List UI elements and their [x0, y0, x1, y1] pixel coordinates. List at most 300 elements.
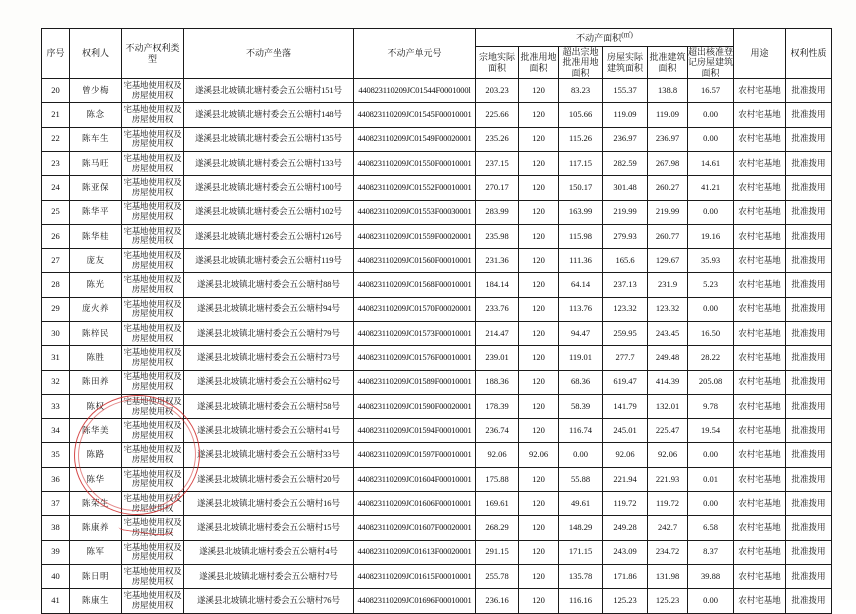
cell-nature: 批准拨用: [786, 467, 832, 491]
cell-right-type: 宅基地使用权及房屋使用权: [122, 394, 184, 418]
cell-unit-no: 440823110209JC01597F00010001: [354, 443, 476, 467]
cell-area-excess-building: 0.00: [688, 492, 734, 516]
header-area-group-label: 不动产面积: [576, 33, 622, 44]
cell-area-approved-land: 120: [519, 564, 559, 588]
table-row: [42, 492, 832, 516]
cell-unit-no: 440823110209JC01607F00020001: [354, 516, 476, 540]
cell-location: 遂溪县北坡镇北塘村委会五公塘村16号: [184, 492, 354, 516]
cell-area-approved-land: 120: [519, 370, 559, 394]
cell-location: 遂溪县北坡镇北塘村委会五公塘村7号: [184, 564, 354, 588]
cell-owner: 陈日明: [70, 564, 122, 588]
cell-area-excess-building: 39.88: [688, 564, 734, 588]
cell-area-excess-land: 116.74: [559, 419, 603, 443]
cell-area-excess-land: 58.39: [559, 394, 603, 418]
cell-area-approved-building: 260.27: [648, 176, 688, 200]
table-row: [42, 249, 832, 273]
cell-area-actual-land: 214.47: [476, 322, 519, 346]
cell-use: 农村宅基地: [734, 492, 786, 516]
cell-area-approved-building: 414.39: [648, 370, 688, 394]
cell-unit-no: 440823110209JC01590F00020001: [354, 394, 476, 418]
cell-right-type: 宅基地使用权及房屋使用权: [122, 443, 184, 467]
cell-owner: 陈军: [70, 540, 122, 564]
cell-nature: 批准拨用: [786, 394, 832, 418]
cell-use: 农村宅基地: [734, 467, 786, 491]
cell-area-excess-building: 205.08: [688, 370, 734, 394]
cell-owner: 陈亚保: [70, 176, 122, 200]
cell-area-actual-land: 188.36: [476, 370, 519, 394]
cell-area-approved-building: 138.8: [648, 79, 688, 103]
cell-right-type: 宅基地使用权及房屋使用权: [122, 322, 184, 346]
cell-area-actual-land: 184.14: [476, 273, 519, 297]
cell-area-actual-land: 236.74: [476, 419, 519, 443]
cell-area-actual-building: 119.72: [603, 492, 648, 516]
cell-owner: 陈权: [70, 394, 122, 418]
cell-unit-no: 440823110209JC01549F00020001: [354, 127, 476, 151]
cell-area-approved-building: 242.7: [648, 516, 688, 540]
cell-location: 遂溪县北坡镇北塘村委会五公塘村151号: [184, 79, 354, 103]
cell-unit-no: 440823110209JC01696F00010001: [354, 589, 476, 613]
cell-unit-no: 440823110209JC01576F00010001: [354, 346, 476, 370]
cell-area-actual-building: 155.37: [603, 79, 648, 103]
cell-seq: 26: [42, 224, 70, 248]
cell-area-actual-land: 255.78: [476, 564, 519, 588]
cell-nature: 批准拨用: [786, 540, 832, 564]
cell-area-approved-land: 92.06: [519, 443, 559, 467]
cell-owner: 陈康养: [70, 516, 122, 540]
header-area-actual-building: 房屋实际建筑面积: [603, 47, 648, 79]
cell-seq: 23: [42, 151, 70, 175]
cell-right-type: 宅基地使用权及房屋使用权: [122, 103, 184, 127]
cell-area-approved-land: 120: [519, 176, 559, 200]
cell-area-excess-building: 0.00: [688, 297, 734, 321]
cell-area-approved-land: 120: [519, 127, 559, 151]
cell-location: 遂溪县北坡镇北塘村委会五公塘村73号: [184, 346, 354, 370]
header-area-excess-building: 超出核准登记房屋建筑面积: [688, 47, 734, 78]
cell-nature: 批准拨用: [786, 564, 832, 588]
cell-seq: 36: [42, 467, 70, 491]
cell-area-approved-building: 234.72: [648, 540, 688, 564]
cell-unit-no: 440823110209JC01594F00010001: [354, 419, 476, 443]
cell-location: 遂溪县北坡镇北塘村委会五公塘村126号: [184, 224, 354, 248]
cell-area-excess-building: 19.16: [688, 224, 734, 248]
cell-seq: 40: [42, 564, 70, 588]
cell-unit-no: 440823110209JC01559F00020001: [354, 224, 476, 248]
cell-owner: 陈车生: [70, 127, 122, 151]
cell-area-actual-land: 175.88: [476, 467, 519, 491]
cell-area-approved-building: 243.45: [648, 322, 688, 346]
cell-area-excess-building: 0.00: [688, 127, 734, 151]
cell-area-approved-land: 120: [519, 200, 559, 224]
cell-seq: 34: [42, 419, 70, 443]
cell-owner: 陈华美: [70, 419, 122, 443]
cell-area-actual-building: 236.97: [603, 127, 648, 151]
cell-seq: 41: [42, 589, 70, 613]
cell-use: 农村宅基地: [734, 103, 786, 127]
cell-use: 农村宅基地: [734, 273, 786, 297]
cell-location: 遂溪县北坡镇北塘村委会五公塘村20号: [184, 467, 354, 491]
cell-area-actual-land: 236.16: [476, 589, 519, 613]
cell-area-excess-building: 14.61: [688, 151, 734, 175]
cell-use: 农村宅基地: [734, 589, 786, 613]
cell-area-approved-building: 219.99: [648, 200, 688, 224]
cell-area-excess-building: 41.21: [688, 176, 734, 200]
cell-area-excess-building: 28.22: [688, 346, 734, 370]
cell-area-actual-building: 219.99: [603, 200, 648, 224]
cell-nature: 批准拨用: [786, 103, 832, 127]
cell-area-approved-land: 120: [519, 492, 559, 516]
header-right-type: 不动产权利类型: [122, 29, 184, 79]
cell-area-actual-building: 221.94: [603, 467, 648, 491]
cell-area-excess-building: 0.00: [688, 589, 734, 613]
cell-area-excess-land: 68.36: [559, 370, 603, 394]
cell-location: 遂溪县北坡镇北塘村委会五公塘村79号: [184, 322, 354, 346]
cell-use: 农村宅基地: [734, 346, 786, 370]
cell-area-excess-land: 105.66: [559, 103, 603, 127]
registration-table-container: [41, 28, 831, 614]
cell-area-excess-land: 163.99: [559, 200, 603, 224]
cell-right-type: 宅基地使用权及房屋使用权: [122, 370, 184, 394]
cell-unit-no: 440823110209JC01604F00010001: [354, 467, 476, 491]
cell-area-actual-land: 237.15: [476, 151, 519, 175]
cell-right-type: 宅基地使用权及房屋使用权: [122, 492, 184, 516]
cell-area-excess-land: 150.17: [559, 176, 603, 200]
header-nature: 权利性质: [786, 29, 832, 79]
cell-right-type: 宅基地使用权及房屋使用权: [122, 516, 184, 540]
cell-unit-no: 440823110209JC01550F00010001: [354, 151, 476, 175]
cell-use: 农村宅基地: [734, 249, 786, 273]
cell-owner: 陈华桂: [70, 224, 122, 248]
cell-area-actual-building: 259.95: [603, 322, 648, 346]
table-body: [42, 79, 832, 614]
cell-area-approved-land: 120: [519, 346, 559, 370]
cell-location: 遂溪县北坡镇北塘村委会五公塘村76号: [184, 589, 354, 613]
cell-seq: 30: [42, 322, 70, 346]
header-area-group-unit: (㎡): [621, 31, 633, 40]
cell-area-approved-land: 120: [519, 516, 559, 540]
cell-area-actual-land: 291.15: [476, 540, 519, 564]
cell-use: 农村宅基地: [734, 176, 786, 200]
cell-area-actual-building: 619.47: [603, 370, 648, 394]
cell-area-actual-land: 178.39: [476, 394, 519, 418]
cell-area-excess-building: 19.54: [688, 419, 734, 443]
cell-area-approved-building: 231.9: [648, 273, 688, 297]
table-row: [42, 589, 832, 613]
cell-location: 遂溪县北坡镇北塘村委会五公塘村135号: [184, 127, 354, 151]
cell-seq: 33: [42, 394, 70, 418]
header-unit-no: 不动产单元号: [354, 29, 476, 79]
table-header: [42, 29, 832, 79]
header-area-group: [476, 29, 734, 47]
cell-owner: 陈荣生: [70, 492, 122, 516]
cell-location: 遂溪县北坡镇北塘村委会五公塘村119号: [184, 249, 354, 273]
cell-location: 遂溪县北坡镇北塘村委会五公塘村62号: [184, 370, 354, 394]
cell-area-excess-building: 9.78: [688, 394, 734, 418]
table-row: [42, 273, 832, 297]
cell-area-approved-building: 129.67: [648, 249, 688, 273]
cell-seq: 37: [42, 492, 70, 516]
cell-seq: 39: [42, 540, 70, 564]
cell-unit-no: 440823110209JC01560F00010001: [354, 249, 476, 273]
cell-area-approved-land: 120: [519, 249, 559, 273]
cell-nature: 批准拨用: [786, 322, 832, 346]
cell-area-actual-building: 282.59: [603, 151, 648, 175]
cell-nature: 批准拨用: [786, 419, 832, 443]
cell-nature: 批准拨用: [786, 224, 832, 248]
cell-location: 遂溪县北坡镇北塘村委会五公塘村4号: [184, 540, 354, 564]
table-row: [42, 443, 832, 467]
cell-owner: 陈路: [70, 443, 122, 467]
cell-area-excess-building: 0.00: [688, 103, 734, 127]
cell-use: 农村宅基地: [734, 200, 786, 224]
cell-area-excess-land: 117.15: [559, 151, 603, 175]
cell-nature: 批准拨用: [786, 176, 832, 200]
cell-area-excess-land: 115.26: [559, 127, 603, 151]
header-area-approved-land: 批准用地面积: [519, 47, 559, 79]
cell-location: 遂溪县北坡镇北塘村委会五公塘村58号: [184, 394, 354, 418]
cell-area-approved-building: 267.98: [648, 151, 688, 175]
cell-area-actual-building: 171.86: [603, 564, 648, 588]
cell-area-excess-land: 119.01: [559, 346, 603, 370]
cell-right-type: 宅基地使用权及房屋使用权: [122, 346, 184, 370]
cell-area-approved-building: 260.77: [648, 224, 688, 248]
cell-use: 农村宅基地: [734, 443, 786, 467]
table-row: [42, 516, 832, 540]
cell-nature: 批准拨用: [786, 249, 832, 273]
cell-area-actual-land: 235.26: [476, 127, 519, 151]
cell-area-excess-building: 0.00: [688, 443, 734, 467]
cell-area-actual-land: 233.76: [476, 297, 519, 321]
cell-area-excess-land: 64.14: [559, 273, 603, 297]
cell-area-excess-building: 8.37: [688, 540, 734, 564]
table-row: [42, 419, 832, 443]
cell-area-approved-building: 92.06: [648, 443, 688, 467]
cell-area-excess-land: 148.29: [559, 516, 603, 540]
cell-area-excess-land: 135.78: [559, 564, 603, 588]
cell-area-excess-building: 5.23: [688, 273, 734, 297]
cell-area-excess-land: 171.15: [559, 540, 603, 564]
cell-use: 农村宅基地: [734, 516, 786, 540]
header-owner: 权利人: [70, 29, 122, 79]
cell-area-actual-land: 225.66: [476, 103, 519, 127]
cell-seq: 21: [42, 103, 70, 127]
cell-area-actual-building: 141.79: [603, 394, 648, 418]
cell-area-actual-building: 279.93: [603, 224, 648, 248]
cell-right-type: 宅基地使用权及房屋使用权: [122, 564, 184, 588]
cell-right-type: 宅基地使用权及房屋使用权: [122, 467, 184, 491]
table-row: [42, 127, 832, 151]
cell-area-excess-land: 111.36: [559, 249, 603, 273]
cell-seq: 20: [42, 79, 70, 103]
cell-right-type: 宅基地使用权及房屋使用权: [122, 127, 184, 151]
cell-seq: 35: [42, 443, 70, 467]
cell-area-approved-land: 120: [519, 394, 559, 418]
cell-area-excess-building: 16.57: [688, 79, 734, 103]
cell-unit-no: 440823110209JC01606F00010001: [354, 492, 476, 516]
table-row: [42, 394, 832, 418]
cell-location: 遂溪县北坡镇北塘村委会五公塘村148号: [184, 103, 354, 127]
cell-seq: 24: [42, 176, 70, 200]
cell-owner: 庞友: [70, 249, 122, 273]
cell-area-actual-building: 237.13: [603, 273, 648, 297]
cell-unit-no: 440823110209JC01545F00010001: [354, 103, 476, 127]
header-area-approved-building: 批准建筑面积: [648, 47, 688, 79]
cell-area-approved-land: 120: [519, 103, 559, 127]
table-row: [42, 564, 832, 588]
cell-unit-no: 440823110209JC01613F00020001: [354, 540, 476, 564]
table-row: [42, 297, 832, 321]
cell-area-excess-building: 35.93: [688, 249, 734, 273]
cell-area-approved-land: 120: [519, 151, 559, 175]
cell-nature: 批准拨用: [786, 492, 832, 516]
cell-unit-no: 440823110209JC01553F00030001: [354, 200, 476, 224]
cell-area-approved-land: 120: [519, 224, 559, 248]
cell-area-approved-land: 120: [519, 467, 559, 491]
cell-right-type: 宅基地使用权及房屋使用权: [122, 200, 184, 224]
cell-right-type: 宅基地使用权及房屋使用权: [122, 176, 184, 200]
cell-unit-no: 440823110209JC01589F00010001: [354, 370, 476, 394]
cell-area-excess-land: 113.76: [559, 297, 603, 321]
cell-nature: 批准拨用: [786, 370, 832, 394]
header-area-actual-land: 宗地实际面积: [476, 47, 519, 79]
cell-area-actual-land: 270.17: [476, 176, 519, 200]
cell-area-excess-land: 55.88: [559, 467, 603, 491]
cell-area-approved-building: 221.93: [648, 467, 688, 491]
cell-right-type: 宅基地使用权及房屋使用权: [122, 151, 184, 175]
header-use: 用途: [734, 29, 786, 79]
cell-area-excess-land: 115.98: [559, 224, 603, 248]
cell-use: 农村宅基地: [734, 419, 786, 443]
cell-area-actual-building: 277.7: [603, 346, 648, 370]
cell-area-actual-land: 239.01: [476, 346, 519, 370]
cell-area-actual-land: 169.61: [476, 492, 519, 516]
cell-seq: 29: [42, 297, 70, 321]
cell-area-excess-building: 6.58: [688, 516, 734, 540]
cell-location: 遂溪县北坡镇北塘村委会五公塘村94号: [184, 297, 354, 321]
cell-owner: 陈康生: [70, 589, 122, 613]
cell-area-excess-land: 0.00: [559, 443, 603, 467]
cell-nature: 批准拨用: [786, 589, 832, 613]
cell-nature: 批准拨用: [786, 443, 832, 467]
cell-owner: 陈念: [70, 103, 122, 127]
table-row: [42, 151, 832, 175]
cell-right-type: 宅基地使用权及房屋使用权: [122, 224, 184, 248]
table-row: [42, 370, 832, 394]
cell-nature: 批准拨用: [786, 127, 832, 151]
cell-area-approved-building: 123.32: [648, 297, 688, 321]
cell-area-excess-building: 16.50: [688, 322, 734, 346]
cell-nature: 批准拨用: [786, 200, 832, 224]
cell-nature: 批准拨用: [786, 297, 832, 321]
cell-use: 农村宅基地: [734, 540, 786, 564]
header-area-excess-land: 超出宗地批准用地面积: [559, 47, 603, 79]
cell-area-actual-building: 243.09: [603, 540, 648, 564]
cell-nature: 批准拨用: [786, 346, 832, 370]
cell-area-approved-land: 120: [519, 419, 559, 443]
cell-location: 遂溪县北坡镇北塘村委会五公塘村88号: [184, 273, 354, 297]
cell-owner: 陈华: [70, 467, 122, 491]
cell-use: 农村宅基地: [734, 127, 786, 151]
cell-unit-no: 440823110209JC01570F00020001: [354, 297, 476, 321]
cell-area-approved-land: 120: [519, 297, 559, 321]
cell-seq: 31: [42, 346, 70, 370]
cell-area-actual-building: 92.06: [603, 443, 648, 467]
cell-area-excess-land: 49.61: [559, 492, 603, 516]
cell-area-approved-building: 236.97: [648, 127, 688, 151]
cell-use: 农村宅基地: [734, 79, 786, 103]
cell-area-actual-building: 165.6: [603, 249, 648, 273]
cell-use: 农村宅基地: [734, 564, 786, 588]
cell-location: 遂溪县北坡镇北塘村委会五公塘村33号: [184, 443, 354, 467]
cell-unit-no: 440823110209JC01552F00010001: [354, 176, 476, 200]
cell-seq: 38: [42, 516, 70, 540]
cell-use: 农村宅基地: [734, 322, 786, 346]
cell-area-approved-building: 119.09: [648, 103, 688, 127]
cell-area-approved-land: 120: [519, 322, 559, 346]
cell-area-approved-building: 132.01: [648, 394, 688, 418]
cell-area-actual-land: 235.98: [476, 224, 519, 248]
cell-location: 遂溪县北坡镇北塘村委会五公塘村102号: [184, 200, 354, 224]
cell-area-excess-land: 94.47: [559, 322, 603, 346]
cell-area-actual-building: 125.23: [603, 589, 648, 613]
cell-unit-no: 440823110209JC01568F00010001: [354, 273, 476, 297]
cell-owner: 陈田养: [70, 370, 122, 394]
cell-area-approved-building: 119.72: [648, 492, 688, 516]
cell-unit-no: 440823110209JC01615F00010001: [354, 564, 476, 588]
header-location: 不动产坐落: [184, 29, 354, 79]
cell-right-type: 宅基地使用权及房屋使用权: [122, 589, 184, 613]
cell-owner: 陈光: [70, 273, 122, 297]
cell-use: 农村宅基地: [734, 394, 786, 418]
cell-location: 遂溪县北坡镇北塘村委会五公塘村15号: [184, 516, 354, 540]
cell-area-excess-building: 0.01: [688, 467, 734, 491]
registration-table: [41, 28, 832, 614]
cell-right-type: 宅基地使用权及房屋使用权: [122, 79, 184, 103]
table-row: [42, 540, 832, 564]
cell-area-approved-building: 225.47: [648, 419, 688, 443]
cell-area-actual-land: 231.36: [476, 249, 519, 273]
table-row: [42, 200, 832, 224]
table-row: [42, 224, 832, 248]
header-seq: 序号: [42, 29, 70, 79]
cell-nature: 批准拨用: [786, 79, 832, 103]
cell-nature: 批准拨用: [786, 516, 832, 540]
cell-area-approved-land: 120: [519, 273, 559, 297]
cell-owner: 曾少梅: [70, 79, 122, 103]
cell-seq: 22: [42, 127, 70, 151]
cell-owner: 陈梓民: [70, 322, 122, 346]
cell-right-type: 宅基地使用权及房屋使用权: [122, 273, 184, 297]
table-row: [42, 79, 832, 103]
cell-use: 农村宅基地: [734, 224, 786, 248]
cell-area-approved-land: 120: [519, 540, 559, 564]
cell-area-approved-building: 125.23: [648, 589, 688, 613]
cell-area-actual-land: 283.99: [476, 200, 519, 224]
cell-right-type: 宅基地使用权及房屋使用权: [122, 419, 184, 443]
cell-area-actual-land: 92.06: [476, 443, 519, 467]
table-row: [42, 467, 832, 491]
cell-owner: 陈胜: [70, 346, 122, 370]
cell-seq: 32: [42, 370, 70, 394]
cell-unit-no: 440823110209JC01573F00010001: [354, 322, 476, 346]
cell-area-actual-building: 119.09: [603, 103, 648, 127]
cell-area-approved-building: 131.98: [648, 564, 688, 588]
table-row: [42, 176, 832, 200]
cell-area-actual-building: 301.48: [603, 176, 648, 200]
cell-nature: 批准拨用: [786, 273, 832, 297]
cell-right-type: 宅基地使用权及房屋使用权: [122, 249, 184, 273]
cell-use: 农村宅基地: [734, 151, 786, 175]
cell-unit-no: 440823110209JC01544F0001000l: [354, 79, 476, 103]
